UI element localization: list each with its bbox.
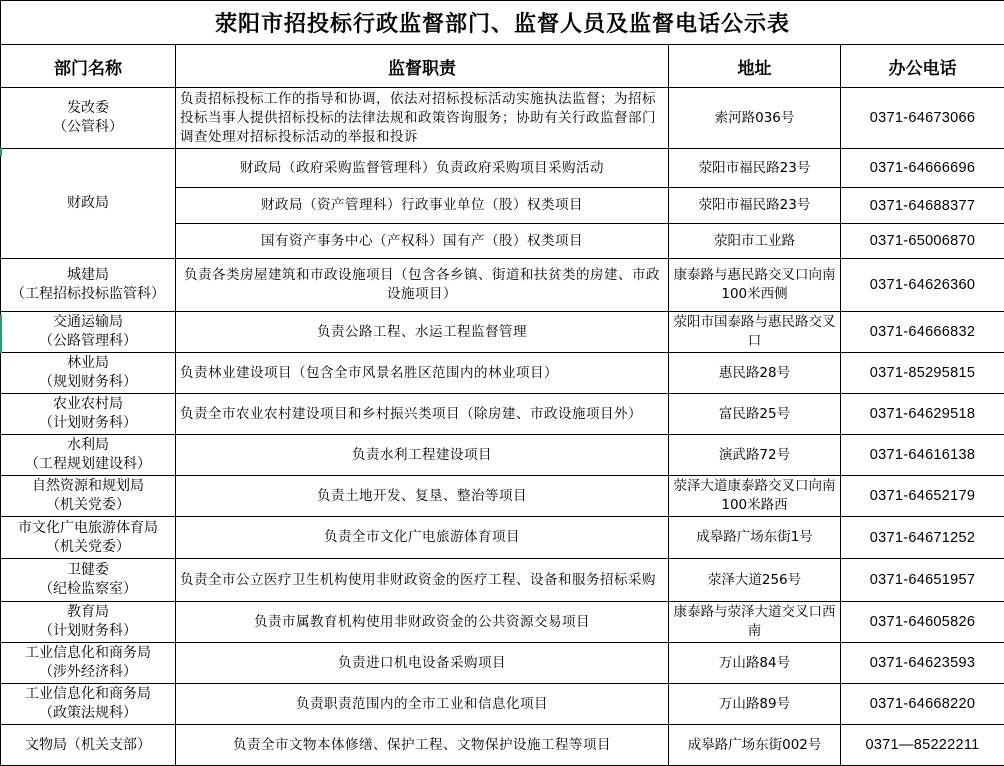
- dept-name: 教育局: [67, 604, 109, 620]
- phone-cell: 0371-64673066: [841, 88, 1004, 149]
- duty-cell: 财政局（政府采购监督管理科）负责政府采购项目采购活动: [176, 149, 669, 188]
- phone-cell: 0371-64671252: [841, 517, 1004, 559]
- table-row: [1, 353, 1004, 394]
- dept-name: 工业信息化和商务局: [25, 645, 151, 661]
- dept-office: （工程规划建设科）: [25, 456, 151, 472]
- dept-office: （机关党委）: [46, 538, 130, 555]
- phone-cell: 0371—85222211: [841, 725, 1004, 766]
- dept-cell: [1, 435, 176, 476]
- dept-name: 文物局（机关支部）: [25, 736, 151, 753]
- dept-cell: [1, 353, 176, 394]
- duty-cell: 负责公路工程、水运工程监督管理: [176, 312, 669, 353]
- dept-cell: [1, 476, 176, 517]
- dept-office: （计划财务科）: [39, 415, 137, 431]
- phone-cell: 0371-64688377: [841, 188, 1004, 224]
- table-body: [1, 88, 1004, 766]
- phone-cell: 0371-64666832: [841, 312, 1004, 353]
- phone-cell: 0371-64626360: [841, 259, 1004, 312]
- address-cell: 荥阳市福民路23号: [669, 188, 841, 224]
- phone-cell: 0371-64616138: [841, 435, 1004, 476]
- dept-name: 林业局: [67, 355, 109, 371]
- duty-cell: 负责全市公立医疗卫生机构使用非财政资金的医疗工程、设备和服务招标采购: [176, 559, 669, 602]
- table-row: [1, 559, 1004, 602]
- phone-cell: 0371-64666696: [841, 149, 1004, 188]
- address-cell: 康泰路与惠民路交叉口向南100米西侧: [669, 259, 841, 312]
- phone-cell: 0371-64629518: [841, 394, 1004, 435]
- duty-cell: 负责进口机电设备采购项目: [176, 643, 669, 684]
- table-row: [1, 684, 1004, 725]
- dept-office: （机关党委）: [46, 497, 130, 513]
- dept-cell: [1, 517, 176, 559]
- dept-cell: [1, 312, 176, 353]
- selection-marker: [0, 148, 2, 156]
- address-cell: 荥阳市国泰路与惠民路交叉口: [669, 312, 841, 353]
- dept-office: （公路管理科）: [39, 333, 137, 349]
- dept-name: 农业农村局: [53, 396, 123, 412]
- phone-cell: 0371-64651957: [841, 559, 1004, 602]
- duty-cell: 负责职责范围内的全市工业和信息化项目: [176, 684, 669, 725]
- duty-cell: 负责全市农业农村建设项目和乡村振兴类项目（除房建、市政设施项目外）: [176, 394, 669, 435]
- phone-cell: 0371-64623593: [841, 643, 1004, 684]
- duty-cell: 负责全市文物本体修缮、保护工程、文物保护设施工程等项目: [176, 725, 669, 766]
- table-row: [1, 259, 1004, 312]
- table-row: [1, 435, 1004, 476]
- dept-office: （规划财务科）: [39, 374, 137, 390]
- dept-name: 市文化广电旅游体育局: [18, 519, 158, 536]
- dept-office: （涉外经济科）: [39, 664, 137, 680]
- table-row: [1, 149, 1004, 188]
- address-cell: 富民路25号: [669, 394, 841, 435]
- header-phone: 办公电话: [841, 45, 1004, 88]
- header-dept: 部门名称: [1, 45, 176, 88]
- header-address: 地址: [669, 45, 841, 88]
- phone-cell: 0371-65006870: [841, 224, 1004, 259]
- duty-cell: 负责水利工程建设项目: [176, 435, 669, 476]
- table-row: [1, 88, 1004, 149]
- address-cell: 成皋路广场东街1号: [669, 517, 841, 559]
- address-cell: 荥阳市福民路23号: [669, 149, 841, 188]
- duty-cell: 负责各类房屋建筑和市政设施项目（包含各乡镇、街道和扶贫类的房建、市政设施项目）: [176, 259, 669, 312]
- table-row: [1, 517, 1004, 559]
- address-cell: 惠民路28号: [669, 353, 841, 394]
- dept-cell: [1, 725, 176, 766]
- dept-cell: [1, 394, 176, 435]
- dept-office: （政策法规科）: [39, 705, 137, 721]
- dept-office: （工程招标投标监管科）: [11, 286, 165, 302]
- address-cell: 荥阳市工业路: [669, 224, 841, 259]
- table-row: [1, 476, 1004, 517]
- address-cell: 演武路72号: [669, 435, 841, 476]
- dept-cell: [1, 88, 176, 149]
- dept-office: （纪检监察室）: [39, 581, 137, 597]
- address-cell: 康泰路与荥泽大道交叉口西南: [669, 602, 841, 643]
- dept-name: 自然资源和规划局: [32, 478, 144, 494]
- duty-cell: 负责林业建设项目（包含全市风景名胜区范围内的林业项目）: [176, 353, 669, 394]
- phone-cell: 0371-64652179: [841, 476, 1004, 517]
- table-row: [1, 725, 1004, 766]
- dept-name: 发改委: [67, 100, 109, 116]
- dept-cell: [1, 559, 176, 602]
- address-cell: 万山路89号: [669, 684, 841, 725]
- duty-cell: 负责招标投标工作的指导和协调，依法对招标投标活动实施执法监督；为招标投标当事人提供招标投标的法律法规和政策咨询服务；协助有关行政监督部门调查处理对招标投标活动的举报和投诉: [176, 88, 669, 149]
- address-cell: 荥泽大道康泰路交叉口向南100米路西: [669, 476, 841, 517]
- dept-name: 财政局: [67, 195, 109, 211]
- table-row: [1, 602, 1004, 643]
- dept-name: 城建局: [67, 267, 109, 283]
- phone-cell: 0371-64605826: [841, 602, 1004, 643]
- address-cell: 万山路84号: [669, 643, 841, 684]
- dept-cell: [1, 149, 176, 259]
- duty-cell: 负责全市文化广电旅游体育项目: [176, 517, 669, 559]
- selection-marker: [0, 315, 2, 353]
- table-title: 荥阳市招投标行政监督部门、监督人员及监督电话公示表: [1, 1, 1004, 45]
- dept-cell: [1, 259, 176, 312]
- duty-cell: 财政局（资产管理科）行政事业单位（股）权类项目: [176, 188, 669, 224]
- dept-name: 交通运输局: [53, 314, 123, 330]
- duty-cell: 负责市属教育机构使用非财政资金的公共资源交易项目: [176, 602, 669, 643]
- dept-name: 卫健委: [67, 562, 109, 578]
- phone-cell: 0371-85295815: [841, 353, 1004, 394]
- dept-name: 工业信息化和商务局: [25, 686, 151, 702]
- phone-cell: 0371-64668220: [841, 684, 1004, 725]
- dept-name: 水利局: [67, 437, 109, 453]
- dept-cell: [1, 602, 176, 643]
- dept-office: （计划财务科）: [39, 623, 137, 639]
- dept-cell: [1, 684, 176, 725]
- table-row: [1, 312, 1004, 353]
- header-duty: 监督职责: [176, 45, 669, 88]
- table-row: [1, 643, 1004, 684]
- dept-cell: [1, 643, 176, 684]
- duty-cell: 国有资产事务中心（产权科）国有产（股）权类项目: [176, 224, 669, 259]
- address-cell: 索河路036号: [669, 88, 841, 149]
- dept-office: （公管科）: [53, 119, 123, 135]
- table-row: [1, 394, 1004, 435]
- address-cell: 荥泽大道256号: [669, 559, 841, 602]
- duty-cell: 负责土地开发、复垦、整治等项目: [176, 476, 669, 517]
- address-cell: 成皋路广场东街002号: [669, 725, 841, 766]
